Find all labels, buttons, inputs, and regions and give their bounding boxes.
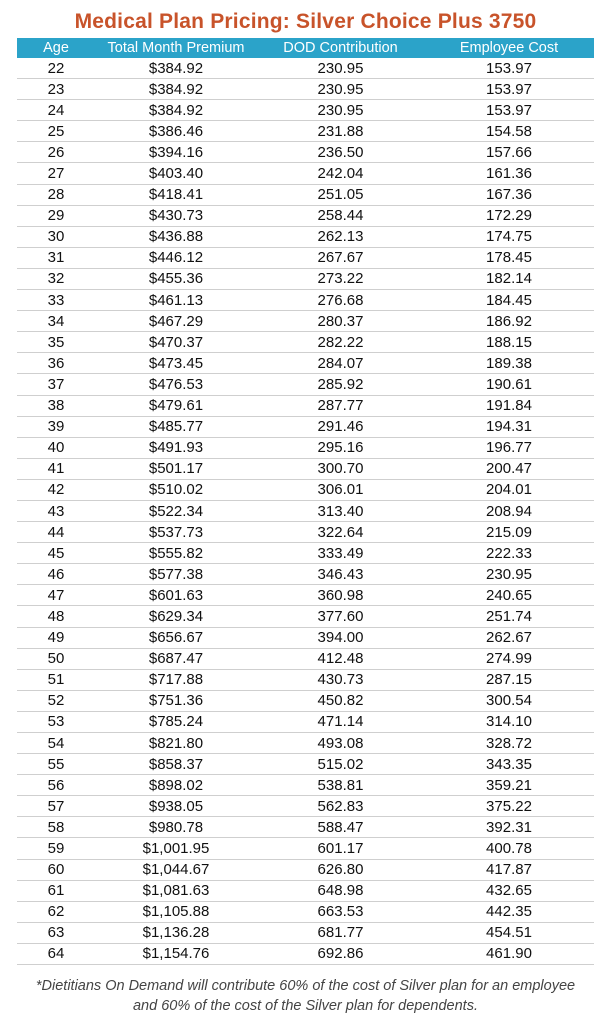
table-row (17, 100, 594, 121)
table-row (17, 838, 594, 859)
table-row (17, 670, 594, 691)
cell-total-month-premium: $656.67 (148, 629, 204, 647)
cell-age: 43 (47, 502, 65, 520)
cell-dod-contribution: 538.81 (317, 776, 364, 794)
cell-employee-cost: 454.51 (486, 924, 532, 942)
cell-age: 51 (47, 671, 65, 689)
cell-total-month-premium: $1,044.67 (142, 861, 210, 879)
table-row (17, 564, 594, 585)
cell-dod-contribution: 284.07 (317, 354, 364, 372)
cell-total-month-premium: $898.02 (148, 776, 204, 794)
table-row (17, 628, 594, 649)
table-body (17, 58, 594, 965)
cell-age: 32 (47, 270, 65, 288)
cell-age: 26 (47, 143, 65, 161)
cell-dod-contribution: 648.98 (317, 882, 364, 900)
cell-dod-contribution: 333.49 (317, 544, 364, 562)
cell-employee-cost: 161.36 (486, 165, 532, 183)
cell-total-month-premium: $455.36 (148, 270, 204, 288)
cell-dod-contribution: 273.22 (317, 270, 364, 288)
cell-total-month-premium: $821.80 (148, 734, 204, 752)
cell-age: 50 (47, 650, 65, 668)
cell-employee-cost: 230.95 (486, 565, 532, 583)
cell-total-month-premium: $601.63 (148, 586, 204, 604)
cell-total-month-premium: $384.92 (148, 80, 204, 98)
table-row (17, 396, 594, 417)
cell-employee-cost: 222.33 (486, 544, 532, 562)
cell-age: 40 (47, 439, 65, 457)
cell-age: 24 (47, 101, 65, 119)
cell-total-month-premium: $1,105.88 (142, 903, 210, 921)
page-title: Medical Plan Pricing: Silver Choice Plus 3750 (74, 10, 537, 33)
cell-employee-cost: 194.31 (486, 418, 532, 436)
cell-employee-cost: 442.35 (486, 903, 532, 921)
cell-dod-contribution: 562.83 (317, 797, 364, 815)
cell-employee-cost: 190.61 (486, 375, 532, 393)
table-row (17, 712, 594, 733)
cell-dod-contribution: 231.88 (317, 122, 364, 140)
cell-employee-cost: 208.94 (486, 502, 532, 520)
header-total-month-premium: Total Month Premium (107, 40, 245, 56)
table-row (17, 817, 594, 838)
cell-dod-contribution: 267.67 (317, 249, 364, 267)
table-row (17, 353, 594, 374)
cell-total-month-premium: $485.77 (148, 418, 204, 436)
cell-employee-cost: 343.35 (486, 755, 532, 773)
cell-total-month-premium: $510.02 (148, 481, 204, 499)
cell-employee-cost: 196.77 (486, 439, 532, 457)
footnote (20, 976, 591, 1016)
cell-age: 60 (47, 861, 65, 879)
table-row (17, 796, 594, 817)
cell-age: 54 (47, 734, 65, 752)
cell-age: 49 (47, 629, 65, 647)
table-row (17, 501, 594, 522)
cell-age: 61 (47, 882, 65, 900)
cell-total-month-premium: $479.61 (148, 397, 204, 415)
table-row (17, 438, 594, 459)
cell-age: 45 (47, 544, 65, 562)
cell-age: 25 (47, 122, 65, 140)
cell-dod-contribution: 282.22 (317, 333, 364, 351)
table-row (17, 417, 594, 438)
cell-total-month-premium: $501.17 (148, 460, 204, 478)
cell-dod-contribution: 360.98 (317, 586, 364, 604)
cell-age: 57 (47, 797, 65, 815)
cell-employee-cost: 392.31 (486, 818, 532, 836)
cell-employee-cost: 182.14 (486, 270, 532, 288)
cell-dod-contribution: 588.47 (317, 818, 364, 836)
table-row (17, 227, 594, 248)
cell-employee-cost: 461.90 (486, 945, 532, 963)
cell-employee-cost: 300.54 (486, 692, 532, 710)
table-row (17, 142, 594, 163)
cell-dod-contribution: 287.77 (317, 397, 364, 415)
table-row (17, 944, 594, 965)
cell-total-month-premium: $938.05 (148, 797, 204, 815)
cell-age: 36 (47, 354, 65, 372)
cell-employee-cost: 153.97 (486, 59, 532, 77)
cell-age: 42 (47, 481, 65, 499)
cell-dod-contribution: 313.40 (317, 502, 364, 520)
table-row (17, 290, 594, 311)
cell-age: 23 (47, 80, 65, 98)
cell-employee-cost: 417.87 (486, 861, 532, 879)
cell-dod-contribution: 471.14 (317, 713, 364, 731)
cell-total-month-premium: $491.93 (148, 439, 204, 457)
cell-employee-cost: 204.01 (486, 481, 532, 499)
table-row (17, 269, 594, 290)
cell-dod-contribution: 626.80 (317, 861, 364, 879)
header-age: Age (43, 40, 69, 56)
cell-dod-contribution: 322.64 (317, 523, 364, 541)
cell-dod-contribution: 306.01 (317, 481, 364, 499)
cell-total-month-premium: $717.88 (148, 671, 204, 689)
cell-employee-cost: 200.47 (486, 460, 532, 478)
cell-dod-contribution: 430.73 (317, 671, 364, 689)
cell-age: 37 (47, 375, 65, 393)
table-row (17, 163, 594, 184)
table-row (17, 585, 594, 606)
cell-employee-cost: 262.67 (486, 629, 532, 647)
cell-total-month-premium: $436.88 (148, 228, 204, 246)
cell-age: 58 (47, 818, 65, 836)
cell-dod-contribution: 377.60 (317, 607, 364, 625)
cell-employee-cost: 314.10 (486, 713, 532, 731)
table-row (17, 121, 594, 142)
cell-age: 39 (47, 418, 65, 436)
cell-age: 52 (47, 692, 65, 710)
cell-total-month-premium: $522.34 (148, 502, 204, 520)
cell-dod-contribution: 251.05 (317, 186, 364, 204)
cell-age: 29 (47, 207, 65, 225)
cell-total-month-premium: $687.47 (148, 650, 204, 668)
cell-employee-cost: 167.36 (486, 186, 532, 204)
cell-total-month-premium: $470.37 (148, 333, 204, 351)
table-row (17, 206, 594, 227)
cell-dod-contribution: 412.48 (317, 650, 364, 668)
cell-dod-contribution: 394.00 (317, 629, 364, 647)
cell-employee-cost: 359.21 (486, 776, 532, 794)
cell-total-month-premium: $980.78 (148, 818, 204, 836)
cell-dod-contribution: 242.04 (317, 165, 364, 183)
cell-dod-contribution: 295.16 (317, 439, 364, 457)
cell-age: 30 (47, 228, 65, 246)
cell-employee-cost: 274.99 (486, 650, 532, 668)
cell-employee-cost: 178.45 (486, 249, 532, 267)
cell-dod-contribution: 515.02 (317, 755, 364, 773)
cell-dod-contribution: 493.08 (317, 734, 364, 752)
table-header (17, 38, 594, 58)
cell-total-month-premium: $577.38 (148, 565, 204, 583)
cell-dod-contribution: 346.43 (317, 565, 364, 583)
cell-age: 44 (47, 523, 65, 541)
cell-total-month-premium: $418.41 (148, 186, 204, 204)
header-employee-cost: Employee Cost (459, 40, 559, 56)
cell-employee-cost: 191.84 (486, 397, 532, 415)
footnote-line-1: *Dietitians On Demand will contribute 60% of the cost of Silver plan for an employee (35, 978, 576, 994)
cell-employee-cost: 157.66 (486, 143, 532, 161)
cell-dod-contribution: 285.92 (317, 375, 364, 393)
table-row (17, 860, 594, 881)
pricing-table (17, 38, 594, 965)
cell-age: 35 (47, 333, 65, 351)
table-row (17, 248, 594, 269)
cell-total-month-premium: $1,001.95 (142, 840, 210, 858)
cell-dod-contribution: 230.95 (317, 59, 364, 77)
cell-total-month-premium: $384.92 (148, 101, 204, 119)
table-row (17, 881, 594, 902)
cell-dod-contribution: 230.95 (317, 80, 364, 98)
cell-employee-cost: 287.15 (486, 671, 532, 689)
cell-employee-cost: 240.65 (486, 586, 532, 604)
cell-total-month-premium: $555.82 (148, 544, 204, 562)
cell-total-month-premium: $1,136.28 (142, 924, 210, 942)
cell-dod-contribution: 692.86 (317, 945, 364, 963)
table-row (17, 522, 594, 543)
cell-dod-contribution: 601.17 (317, 840, 364, 858)
cell-dod-contribution: 291.46 (317, 418, 364, 436)
cell-total-month-premium: $446.12 (148, 249, 204, 267)
table-row (17, 754, 594, 775)
cell-total-month-premium: $394.16 (148, 143, 204, 161)
cell-dod-contribution: 663.53 (317, 903, 364, 921)
table-row (17, 459, 594, 480)
cell-age: 53 (47, 713, 65, 731)
table-row (17, 58, 594, 79)
cell-total-month-premium: $461.13 (148, 291, 204, 309)
table-row (17, 311, 594, 332)
cell-total-month-premium: $476.53 (148, 375, 204, 393)
table-row (17, 923, 594, 944)
cell-employee-cost: 432.65 (486, 882, 532, 900)
cell-age: 55 (47, 755, 65, 773)
cell-age: 28 (47, 186, 65, 204)
table-row (17, 480, 594, 501)
table-row (17, 733, 594, 754)
table-row (17, 775, 594, 796)
table-row (17, 649, 594, 670)
cell-age: 38 (47, 397, 65, 415)
cell-age: 41 (47, 460, 65, 478)
cell-dod-contribution: 280.37 (317, 312, 364, 330)
cell-age: 34 (47, 312, 65, 330)
table-row (17, 79, 594, 100)
cell-age: 59 (47, 840, 65, 858)
cell-age: 48 (47, 607, 65, 625)
cell-employee-cost: 186.92 (486, 312, 532, 330)
cell-employee-cost: 153.97 (486, 101, 532, 119)
cell-total-month-premium: $629.34 (148, 607, 204, 625)
table-row (17, 332, 594, 353)
cell-dod-contribution: 681.77 (317, 924, 364, 942)
cell-total-month-premium: $858.37 (148, 755, 204, 773)
cell-employee-cost: 375.22 (486, 797, 532, 815)
cell-dod-contribution: 236.50 (317, 143, 364, 161)
cell-age: 27 (47, 165, 65, 183)
cell-dod-contribution: 258.44 (317, 207, 364, 225)
cell-employee-cost: 154.58 (486, 122, 532, 140)
footnote-line-2: and 60% of the cost of the Silver plan for dependents. (132, 998, 478, 1014)
cell-employee-cost: 188.15 (486, 333, 532, 351)
cell-age: 62 (47, 903, 65, 921)
cell-total-month-premium: $751.36 (148, 692, 204, 710)
table-row (17, 374, 594, 395)
cell-dod-contribution: 230.95 (317, 101, 364, 119)
cell-age: 56 (47, 776, 65, 794)
cell-dod-contribution: 450.82 (317, 692, 364, 710)
cell-total-month-premium: $1,154.76 (142, 945, 210, 963)
cell-age: 63 (47, 924, 65, 942)
cell-dod-contribution: 276.68 (317, 291, 364, 309)
cell-total-month-premium: $467.29 (148, 312, 204, 330)
cell-employee-cost: 174.75 (486, 228, 532, 246)
table-row (17, 691, 594, 712)
cell-total-month-premium: $384.92 (148, 59, 204, 77)
cell-employee-cost: 251.74 (486, 607, 532, 625)
cell-total-month-premium: $1,081.63 (142, 882, 210, 900)
cell-dod-contribution: 262.13 (317, 228, 364, 246)
cell-total-month-premium: $430.73 (148, 207, 204, 225)
cell-total-month-premium: $386.46 (148, 122, 204, 140)
cell-employee-cost: 189.38 (486, 354, 532, 372)
cell-total-month-premium: $785.24 (148, 713, 204, 731)
header-dod-contribution: DOD Contribution (283, 40, 398, 56)
cell-dod-contribution: 300.70 (317, 460, 364, 478)
table-row (17, 185, 594, 206)
table-row (17, 543, 594, 564)
cell-employee-cost: 184.45 (486, 291, 532, 309)
cell-age: 47 (47, 586, 65, 604)
table-row (17, 606, 594, 627)
cell-age: 33 (47, 291, 65, 309)
cell-age: 22 (47, 59, 65, 77)
cell-employee-cost: 215.09 (486, 523, 532, 541)
cell-age: 31 (47, 249, 65, 267)
cell-total-month-premium: $403.40 (148, 165, 204, 183)
cell-total-month-premium: $473.45 (148, 354, 204, 372)
cell-employee-cost: 400.78 (486, 840, 532, 858)
cell-age: 46 (47, 565, 65, 583)
cell-employee-cost: 172.29 (486, 207, 532, 225)
cell-employee-cost: 153.97 (486, 80, 532, 98)
cell-age: 64 (47, 945, 65, 963)
cell-employee-cost: 328.72 (486, 734, 532, 752)
cell-total-month-premium: $537.73 (148, 523, 204, 541)
table-row (17, 902, 594, 923)
